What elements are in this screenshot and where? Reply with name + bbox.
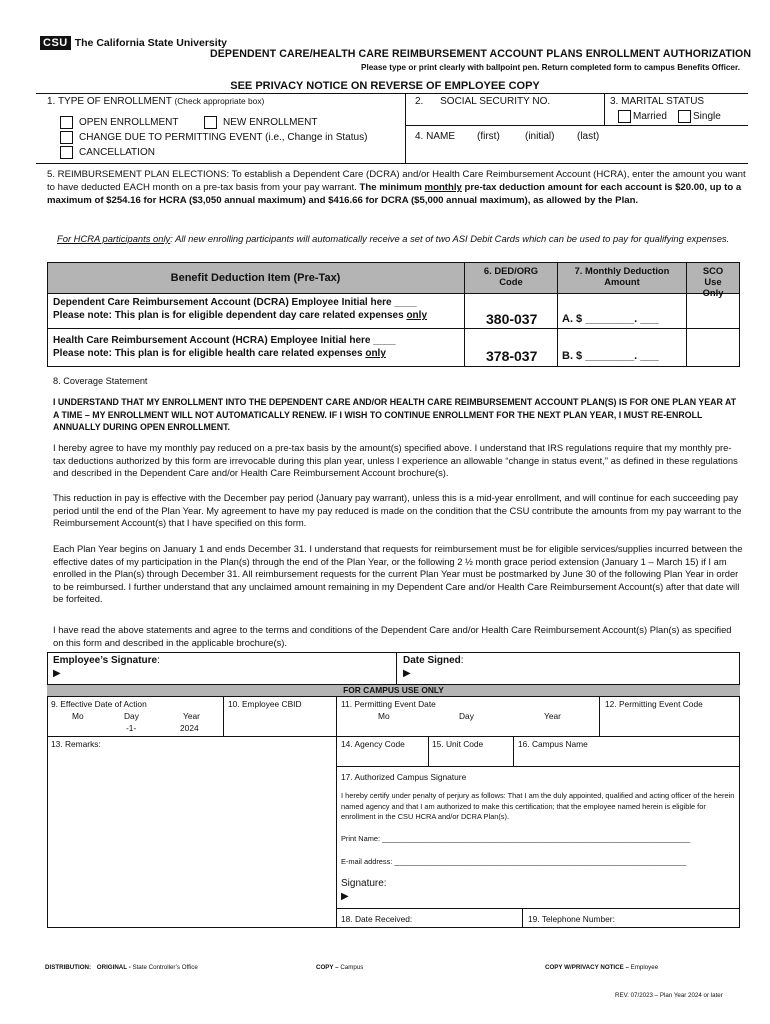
maximum-text: pre-tax deduction amount for each account is $20.00, up to a maximum of $254.16 for HCRA ($3,050 annual maximum) and $416.66 for DCRA ($5,000 annual maximum), as allowed by the Plan. xyxy=(47,182,742,206)
copy-privacy-label: COPY W/PRIVACY NOTICE – xyxy=(545,964,629,971)
date-signed-label: Date Signed xyxy=(403,655,461,666)
employee-signature-label: Employee’s Signature xyxy=(53,655,158,666)
cancellation-checkbox[interactable] xyxy=(60,146,73,159)
date-signed-field[interactable] xyxy=(403,655,464,666)
monthly-text: monthly xyxy=(424,182,462,193)
permitting-year-label: Year xyxy=(544,711,561,721)
single-checkbox[interactable] xyxy=(678,110,691,123)
ssn-field[interactable] xyxy=(415,96,550,107)
dcra-line1: Dependent Care Reimbursement Account (DCRA) Employee Initial here ____ xyxy=(53,297,417,308)
campus-use-bar: FOR CAMPUS USE ONLY xyxy=(47,685,740,696)
effective-year-value: 2024 xyxy=(180,723,199,733)
authorized-signature-label: 17. Authorized Campus Signature xyxy=(341,772,467,782)
name-last-hint: (last) xyxy=(577,131,600,142)
revision-note: REV. 07/2023 – Plan Year 2024 or later xyxy=(615,992,723,999)
hcra-note-lead: For HCRA participants only xyxy=(57,233,171,244)
distribution-copy xyxy=(316,964,363,971)
hcra-code: 378-037 xyxy=(486,348,538,364)
hcra-row xyxy=(53,334,463,360)
form-subtitle: Please type or print clearly with ballpoint pen. Return completed form to campus Benefits Officer. xyxy=(361,63,740,72)
original-value: State Controller’s Office xyxy=(132,964,198,971)
open-enrollment-label: OPEN ENROLLMENT xyxy=(79,116,179,128)
cancellation-option[interactable] xyxy=(60,145,155,159)
date-received-label: 18. Date Received: xyxy=(341,914,413,924)
divider xyxy=(47,736,740,737)
arrow-icon: ▶ xyxy=(53,668,61,679)
dcra-amount-field[interactable]: A. $ ________. ___ xyxy=(562,313,659,325)
divider xyxy=(604,93,605,125)
coverage-paragraph-4: I have read the above statements and agree to the terms and conditions of the Dependent Care and/or Health Care Reimbursement Account(s) Plan(s) as specified on this form and described in the applicable brochure(s). xyxy=(53,624,732,648)
name-field[interactable] xyxy=(415,131,599,142)
date-signed-colon: : xyxy=(460,655,464,666)
dcra-only: only xyxy=(406,310,428,321)
arrow-icon: ▶ xyxy=(403,668,411,679)
distribution-label: DISTRIBUTION: xyxy=(45,964,92,971)
effective-date-label: 9. Effective Date of Action xyxy=(51,699,147,709)
email-field[interactable]: E-mail address: _______________________________________________________________________ xyxy=(341,857,687,866)
change-event-label: CHANGE DUE TO PERMITTING EVENT (i.e., Change in Status) xyxy=(79,131,368,143)
plan-elections-text xyxy=(47,168,752,207)
divider xyxy=(599,696,600,736)
divider xyxy=(336,908,740,909)
employee-signature-colon: : xyxy=(157,655,160,666)
new-enrollment-option[interactable] xyxy=(204,115,317,129)
name-first-hint: (first) xyxy=(477,131,500,142)
married-checkbox[interactable] xyxy=(618,110,631,123)
enrollment-type-heading xyxy=(47,96,264,107)
form-title: DEPENDENT CARE/HEALTH CARE REIMBURSEMENT ACCOUNT PLANS ENROLLMENT AUTHORIZATION xyxy=(210,48,752,60)
csu-logo-mark: CSU xyxy=(40,36,71,50)
hcra-only: only xyxy=(365,348,386,359)
print-name-field[interactable]: Print Name: ___________________________________________________________________________ xyxy=(341,834,691,843)
dcra-row xyxy=(53,296,463,322)
divider xyxy=(223,696,224,736)
divider xyxy=(428,736,429,766)
new-enrollment-checkbox[interactable] xyxy=(204,116,217,129)
coverage-statement-title: 8. Coverage Statement xyxy=(53,376,148,386)
coverage-statement-bold: I UNDERSTAND THAT MY ENROLLMENT INTO THE DEPENDENT CARE AND/OR HEALTH CARE REIMBURSEMENT ACCOUNT PLAN(S) IS FOR ONE PLAN YEAR AT A TIME – MY ENROLLMENT WILL NOT AUTOMATICALLY RENEW. IF I WISH TO CONTINUE ENROLLMENT FOR THE NEXT PLAN YEAR, I MUST RE-ENROLL ANNUALLY DURING OPEN ENROLLMENT. xyxy=(53,397,737,433)
hcra-line2: Please note: This plan is for eligible health care related expenses xyxy=(53,348,366,359)
plan-elections-intro: 5. REIMBURSEMENT PLAN ELECTIONS: To establish a Dependent Care (DCRA) and/or Health Care Reimbursement Account (HCRA), enter the amount you want to have deducted EACH month on a pre-tax basis from your pay warrant. xyxy=(47,169,746,193)
csu-logo xyxy=(40,36,227,50)
open-enrollment-checkbox[interactable] xyxy=(60,116,73,129)
name-label: 4. NAME xyxy=(415,131,456,142)
cancellation-label: CANCELLATION xyxy=(79,146,155,158)
unit-code-label: 15. Unit Code xyxy=(432,739,484,749)
permitting-event-date-label: 11. Permitting Event Date xyxy=(341,699,436,709)
telephone-number-label: 19. Telephone Number: xyxy=(528,914,615,924)
employee-signature-field[interactable] xyxy=(53,655,160,666)
married-label: Married xyxy=(633,110,667,122)
employee-cbid-label: 10. Employee CBID xyxy=(228,699,302,709)
open-enrollment-option[interactable] xyxy=(60,115,178,129)
distribution-original xyxy=(45,964,198,971)
agency-code-label: 14. Agency Code xyxy=(341,739,405,749)
change-event-option[interactable] xyxy=(60,130,367,144)
arrow-icon: ▶ xyxy=(341,891,349,902)
th-monthly-amount: 7. Monthly Deduction Amount xyxy=(574,265,670,287)
new-enrollment-label: NEW ENROLLMENT xyxy=(223,116,318,128)
hcra-note xyxy=(57,233,752,245)
divider xyxy=(405,125,748,126)
divider xyxy=(36,93,748,94)
single-option[interactable] xyxy=(678,109,721,123)
divider xyxy=(336,696,337,928)
hcra-amount-field[interactable]: B. $ ________. ___ xyxy=(562,350,659,362)
divider xyxy=(396,652,397,685)
divider xyxy=(464,262,465,367)
name-initial-hint: (initial) xyxy=(525,131,555,142)
copy-label: COPY – xyxy=(316,964,339,971)
hcra-line1: Health Care Reimbursement Account (HCRA) Employee Initial here ____ xyxy=(53,335,396,346)
campus-name-label: 16. Campus Name xyxy=(518,739,588,749)
divider xyxy=(686,262,687,367)
certification-text: I hereby certify under penalty of perjury as follows: That I am the duly appointed, qualified and acting officer of the herein named agency and that I am authorized to make this certification; that the employee named herein is eligible for enrollment in the CSU HCRA and/or DCRA Plan(s). xyxy=(341,791,735,822)
divider xyxy=(47,328,740,329)
distribution-copy-privacy xyxy=(545,964,658,971)
minimum-text: The minimum xyxy=(359,182,422,193)
coverage-paragraph-2: This reduction in pay is effective with the December pay period (January pay warrant), unless this is a mid-year enrollment, and will continue for each succeeding pay period until the end of the Plan Year. My agreement to have my pay reduced is made on the condition that the CSU contribute the amounts from my pay warrant to the Reimbursement Account(s) that I have specified on this form. xyxy=(53,492,742,529)
coverage-paragraph-1: I hereby agree to have my monthly pay reduced on a pre-tax basis by the amount(s) specified above. I understand that IRS regulations require that my monthly pre-tax deductions authorized by this form are irrevocable during this plan year, unless I experience an allowable “change in status event,” as defined in these regulations and described in the Dependent Care and/or Health Care Reimbursement Account brochure(s). xyxy=(53,442,738,479)
dcra-code: 380-037 xyxy=(486,311,538,327)
effective-mo-label: Mo xyxy=(72,711,84,721)
ssn-label: SOCIAL SECURITY NO. xyxy=(440,96,551,107)
ssn-number: 2. xyxy=(415,96,424,107)
divider xyxy=(336,766,740,767)
divider xyxy=(522,908,523,928)
divider xyxy=(47,293,740,294)
marital-status-label: 3. MARITAL STATUS xyxy=(610,96,705,107)
csu-logo-text: The California State University xyxy=(74,37,228,49)
permitting-mo-label: Mo xyxy=(378,711,390,721)
coverage-paragraph-3: Each Plan Year begins on January 1 and ends December 31. I understand that requests for reimbursement must be for eligible services/supplies incurred between the effective dates of my participation in the Plan(s) through the end of the Plan Year, or the following 2 ½ month grace period extension (January 1 – March 15) if I am enrolled in the Plan(s) through December 31. All reimbursement requests for the current Plan Year must be postmarked by June 30 of the following Plan Year in order to be reimbursed. I further understand that any unclaimed amount remaining in my Dependent Care and/or Health Care Reimbursement Account(s) after that date will be forfeited. xyxy=(53,543,743,605)
permitting-day-label: Day xyxy=(459,711,474,721)
married-option[interactable] xyxy=(618,109,667,123)
change-event-checkbox[interactable] xyxy=(60,131,73,144)
divider xyxy=(513,736,514,766)
permitting-event-code-label: 12. Permitting Event Code xyxy=(605,699,703,709)
hcra-note-rest: : All new enrolling participants will automatically receive a set of two ASI Debit Cards which can be used to pay for qualifying expenses. xyxy=(170,233,730,244)
copy-privacy-value: Employee xyxy=(630,964,659,971)
effective-day-value: -1- xyxy=(126,723,137,733)
original-label: ORIGINAL - xyxy=(96,964,131,971)
enrollment-type-title: 1. TYPE OF ENROLLMENT xyxy=(47,96,172,107)
effective-day-label: Day xyxy=(124,711,139,721)
divider xyxy=(405,93,406,163)
campus-signature-label: Signature: xyxy=(341,878,387,889)
dcra-line2: Please note: This plan is for eligible dependent day care related expenses xyxy=(53,310,407,321)
th-ded-org-code: 6. DED/ORG Code xyxy=(483,265,539,287)
enrollment-type-hint: (Check appropriate box) xyxy=(174,96,265,106)
copy-value: Campus xyxy=(340,964,364,971)
effective-year-label: Year xyxy=(183,711,200,721)
privacy-notice: SEE PRIVACY NOTICE ON REVERSE OF EMPLOYEE COPY xyxy=(230,80,540,92)
single-label: Single xyxy=(693,110,721,122)
divider xyxy=(36,163,748,164)
th-sco-use: SCO Use Only xyxy=(702,265,724,298)
divider xyxy=(557,262,558,367)
th-benefit-item: Benefit Deduction Item (Pre-Tax) xyxy=(170,272,341,284)
remarks-label: 13. Remarks: xyxy=(51,739,101,749)
